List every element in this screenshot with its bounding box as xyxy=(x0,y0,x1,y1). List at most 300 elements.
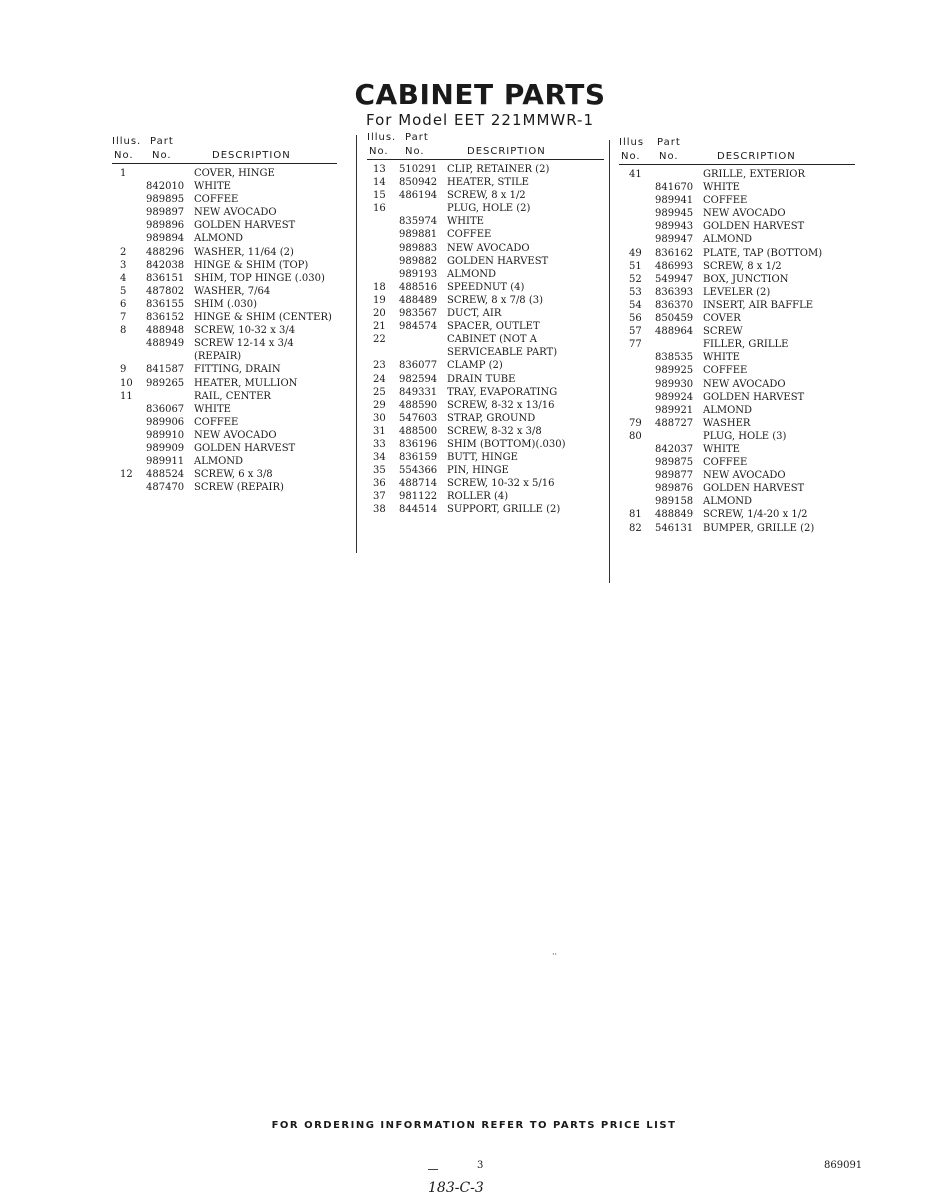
part-number: 989158 xyxy=(655,496,694,508)
part-row xyxy=(367,202,604,215)
column-header xyxy=(112,149,337,164)
part-description: GOLDEN HARVEST xyxy=(447,255,549,267)
part-description: SCREW 12-14 x 3/4 xyxy=(194,338,294,350)
part-description: COVER xyxy=(703,313,741,325)
illus-number: 10 xyxy=(120,377,133,389)
part-row xyxy=(367,503,604,516)
part-number: 989896 xyxy=(146,220,185,232)
part-row xyxy=(367,477,604,490)
header-illus: Illus. xyxy=(367,132,397,143)
illus-number: 24 xyxy=(373,373,386,385)
part-description: WHITE xyxy=(703,182,740,194)
part-number: 989910 xyxy=(146,429,185,441)
illus-number: 7 xyxy=(120,312,127,324)
header-part: Part xyxy=(657,137,681,148)
part-row xyxy=(619,233,855,246)
part-number: 989909 xyxy=(146,442,185,454)
illus-number: 19 xyxy=(373,294,386,306)
part-number: 850942 xyxy=(399,177,438,189)
part-description: CLIP, RETAINER (2) xyxy=(447,164,550,175)
illus-number: 29 xyxy=(373,399,386,411)
part-description: GOLDEN HARVEST xyxy=(703,391,805,403)
part-row xyxy=(112,180,337,193)
illus-number: 37 xyxy=(373,491,386,503)
illus-number: 5 xyxy=(120,285,127,297)
illus-number: 21 xyxy=(373,321,386,333)
part-row xyxy=(112,272,337,285)
part-description: ALMOND xyxy=(703,496,753,508)
part-description: FITTING, DRAIN xyxy=(194,364,281,376)
part-row xyxy=(367,242,604,255)
part-description: (REPAIR) xyxy=(194,351,242,363)
part-row xyxy=(619,391,855,404)
illus-number: 11 xyxy=(120,390,133,402)
part-row xyxy=(619,417,855,430)
part-description: SCREW, 8 x 1/2 xyxy=(703,260,782,272)
part-description: SCREW, 8 x 1/2 xyxy=(447,190,526,202)
part-row xyxy=(367,294,604,307)
part-row xyxy=(367,255,604,268)
illus-number: 23 xyxy=(373,360,386,372)
part-row xyxy=(367,438,604,451)
part-number: 488948 xyxy=(146,325,185,337)
part-row xyxy=(367,425,604,438)
part-number: 486194 xyxy=(399,190,438,202)
illus-number: 81 xyxy=(629,509,642,521)
part-description: WHITE xyxy=(703,352,740,364)
part-number: 989897 xyxy=(146,207,185,219)
illus-number: 20 xyxy=(373,308,386,320)
header-part: Part xyxy=(150,136,174,147)
part-row xyxy=(367,215,604,228)
part-row xyxy=(619,469,855,482)
part-row xyxy=(112,468,337,481)
part-row xyxy=(367,268,604,281)
part-description: SCREW, 6 x 3/8 xyxy=(194,469,273,481)
part-description: GOLDEN HARVEST xyxy=(703,483,805,495)
part-row xyxy=(619,378,855,391)
part-description: SCREW (REPAIR) xyxy=(194,482,284,494)
part-row xyxy=(619,286,855,299)
part-description: SCREW xyxy=(703,326,743,338)
part-row xyxy=(112,285,337,298)
part-number: 989945 xyxy=(655,208,694,220)
part-row xyxy=(619,482,855,495)
part-row xyxy=(619,168,855,181)
part-description: PLUG, HOLE (2) xyxy=(447,203,531,215)
part-row xyxy=(112,259,337,272)
illus-number: 12 xyxy=(120,469,133,481)
part-number: 836155 xyxy=(146,298,185,310)
part-number: 488727 xyxy=(655,417,694,429)
header-illus-no: No. xyxy=(621,151,641,162)
page-title: CABINET PARTS xyxy=(354,78,606,111)
part-row xyxy=(619,456,855,469)
column-header-top xyxy=(619,136,855,150)
document-number: 869091 xyxy=(824,1160,863,1171)
illus-number: 33 xyxy=(373,438,386,450)
part-row xyxy=(619,273,855,286)
illus-number: 82 xyxy=(629,522,642,534)
column-divider xyxy=(609,140,610,583)
illus-number: 14 xyxy=(373,177,386,189)
part-description: COFFEE xyxy=(194,194,239,206)
part-description: WASHER, 11/64 (2) xyxy=(194,246,294,258)
part-number: 989943 xyxy=(655,221,694,233)
illus-number: 35 xyxy=(373,465,386,477)
part-number: 836370 xyxy=(655,299,694,311)
column-header xyxy=(619,150,855,165)
header-description: DESCRIPTION xyxy=(467,146,546,157)
illus-number: 30 xyxy=(373,412,386,424)
part-row xyxy=(112,377,337,390)
part-number: 989882 xyxy=(399,255,438,267)
part-description: ALMOND xyxy=(194,456,244,468)
part-row xyxy=(112,311,337,324)
column-header xyxy=(367,145,604,160)
part-row xyxy=(619,312,855,325)
part-row xyxy=(112,350,337,363)
part-number: 989894 xyxy=(146,233,185,245)
part-row xyxy=(619,207,855,220)
part-description: WHITE xyxy=(194,181,231,193)
parts-column-2 xyxy=(367,131,604,517)
part-number: 842038 xyxy=(146,259,185,271)
part-description: RAIL, CENTER xyxy=(194,390,271,402)
illus-number: 4 xyxy=(120,272,127,284)
illus-number: 18 xyxy=(373,281,386,293)
part-description: ALMOND xyxy=(194,233,244,245)
part-description: COFFEE xyxy=(703,457,748,469)
part-description: ALMOND xyxy=(703,404,753,416)
illus-number: 9 xyxy=(120,364,127,376)
part-number: 842010 xyxy=(146,181,185,193)
part-description: NEW AVOCADO xyxy=(703,208,786,220)
part-description: FILLER, GRILLE xyxy=(703,339,789,351)
scan-speck: ·· xyxy=(552,950,558,959)
illus-number: 52 xyxy=(629,273,642,285)
part-description: ALMOND xyxy=(447,268,497,280)
illus-number: 1 xyxy=(120,168,127,179)
part-number: 989895 xyxy=(146,194,185,206)
illus-number: 8 xyxy=(120,325,127,337)
illus-number: 36 xyxy=(373,478,386,490)
part-description: TRAY, EVAPORATING xyxy=(447,386,558,398)
part-description: NEW AVOCADO xyxy=(194,207,277,219)
part-description: WHITE xyxy=(194,403,231,415)
column-divider xyxy=(356,135,357,553)
part-description: SUPPORT, GRILLE (2) xyxy=(447,504,561,516)
part-number: 488500 xyxy=(399,425,438,437)
part-number: 838535 xyxy=(655,352,694,364)
part-number: 842037 xyxy=(655,443,694,455)
part-description: GOLDEN HARVEST xyxy=(194,442,296,454)
parts-column-1 xyxy=(112,135,337,494)
part-number: 488590 xyxy=(399,399,438,411)
part-row xyxy=(619,443,855,456)
part-number: 488714 xyxy=(399,478,438,490)
part-row xyxy=(619,194,855,207)
part-number: 989883 xyxy=(399,242,438,254)
part-description: SHIM, TOP HINGE (.030) xyxy=(194,272,325,284)
header-illus: Illus xyxy=(619,137,645,148)
page-number: 3 xyxy=(477,1160,484,1171)
part-description: ROLLER (4) xyxy=(447,491,509,503)
part-number: 981122 xyxy=(399,491,438,503)
illus-number: 41 xyxy=(629,169,642,180)
part-description: INSERT, AIR BAFFLE xyxy=(703,299,814,311)
part-description: WASHER xyxy=(703,417,751,429)
part-row xyxy=(619,247,855,260)
part-row xyxy=(619,325,855,338)
illus-number: 31 xyxy=(373,425,386,437)
part-description: BUMPER, GRILLE (2) xyxy=(703,522,815,534)
illus-number: 6 xyxy=(120,298,127,310)
part-number: 989925 xyxy=(655,365,694,377)
part-description: NEW AVOCADO xyxy=(194,429,277,441)
part-row xyxy=(367,346,604,359)
part-number: 488516 xyxy=(399,281,438,293)
part-number: 989924 xyxy=(655,391,694,403)
part-number: 835974 xyxy=(399,216,438,228)
part-number: 547603 xyxy=(399,412,438,424)
part-description: GOLDEN HARVEST xyxy=(703,221,805,233)
illus-number: 77 xyxy=(629,339,642,351)
part-number: 486993 xyxy=(655,260,694,272)
part-number: 984574 xyxy=(399,321,438,333)
part-description: SHIM (.030) xyxy=(194,298,258,310)
part-description: GOLDEN HARVEST xyxy=(194,220,296,232)
illus-number: 2 xyxy=(120,246,127,258)
part-number: 989906 xyxy=(146,416,185,428)
part-row xyxy=(367,373,604,386)
part-description: HEATER, MULLION xyxy=(194,377,298,389)
part-number: 989875 xyxy=(655,457,694,469)
part-row xyxy=(367,333,604,346)
part-number: 488849 xyxy=(655,509,694,521)
part-number: 488489 xyxy=(399,294,438,306)
part-number: 488964 xyxy=(655,326,694,338)
part-number: 850459 xyxy=(655,313,694,325)
illus-number: 51 xyxy=(629,260,642,272)
part-number: 836159 xyxy=(399,452,438,464)
part-description: HINGE & SHIM (CENTER) xyxy=(194,312,332,324)
part-number: 487802 xyxy=(146,285,185,297)
part-description: COFFEE xyxy=(194,416,239,428)
header-part-no: No. xyxy=(405,146,425,157)
part-description: SCREW, 8-32 x 3/8 xyxy=(447,425,542,437)
part-number: 488524 xyxy=(146,469,185,481)
part-description: LEVELER (2) xyxy=(703,286,771,298)
part-number: 989265 xyxy=(146,377,185,389)
part-description: ALMOND xyxy=(703,234,753,246)
illus-number: 16 xyxy=(373,203,386,215)
part-number: 989911 xyxy=(146,456,185,468)
part-row xyxy=(367,399,604,412)
illus-number: 13 xyxy=(373,164,386,175)
ordering-note: FOR ORDERING INFORMATION REFER TO PARTS PRICE LIST xyxy=(271,1120,677,1131)
illus-number: 38 xyxy=(373,504,386,516)
header-part-no: No. xyxy=(152,150,172,161)
header-description: DESCRIPTION xyxy=(717,151,796,162)
illus-number: 56 xyxy=(629,313,642,325)
part-description: COFFEE xyxy=(703,365,748,377)
part-number: 844514 xyxy=(399,504,438,516)
part-row xyxy=(619,181,855,194)
part-description: SERVICEABLE PART) xyxy=(447,347,558,359)
header-illus-no: No. xyxy=(114,150,134,161)
part-row xyxy=(112,246,337,259)
part-description: HINGE & SHIM (TOP) xyxy=(194,259,309,271)
part-description: CABINET (NOT A xyxy=(447,334,537,346)
model-subtitle: For Model EET 221MMWR-1 xyxy=(365,111,594,129)
part-row xyxy=(367,464,604,477)
part-number: 989193 xyxy=(399,268,438,280)
illus-number: 80 xyxy=(629,430,642,442)
illus-number: 3 xyxy=(120,259,127,271)
part-row xyxy=(619,364,855,377)
part-row xyxy=(112,363,337,376)
header-description: DESCRIPTION xyxy=(212,150,291,161)
part-row xyxy=(112,429,337,442)
part-number: 546131 xyxy=(655,522,694,534)
part-number: 983567 xyxy=(399,308,438,320)
illus-number: 15 xyxy=(373,190,386,202)
part-description: BOX, JUNCTION xyxy=(703,273,789,285)
part-row xyxy=(112,403,337,416)
part-row xyxy=(112,416,337,429)
part-row xyxy=(112,390,337,403)
parts-column-3 xyxy=(619,136,855,535)
part-description: CLAMP (2) xyxy=(447,360,503,372)
part-row xyxy=(112,324,337,337)
part-description: PLATE, TAP (BOTTOM) xyxy=(703,247,823,259)
part-description: SCREW, 8-32 x 13/16 xyxy=(447,399,555,411)
part-description: STRAP, GROUND xyxy=(447,412,536,424)
part-row xyxy=(619,404,855,417)
handwritten-note: 183-C-3 xyxy=(428,1180,484,1196)
part-description: SCREW, 8 x 7/8 (3) xyxy=(447,294,544,306)
part-row xyxy=(619,522,855,535)
part-row xyxy=(112,206,337,219)
part-description: SPEEDNUT (4) xyxy=(447,281,525,293)
part-number: 989881 xyxy=(399,229,438,241)
part-row xyxy=(367,451,604,464)
part-row xyxy=(367,281,604,294)
part-row xyxy=(112,442,337,455)
column-header-top xyxy=(112,135,337,149)
part-number: 836152 xyxy=(146,312,185,324)
part-description: HEATER, STILE xyxy=(447,177,529,189)
part-number: 836077 xyxy=(399,360,438,372)
part-description: COFFEE xyxy=(703,195,748,207)
part-description: NEW AVOCADO xyxy=(703,470,786,482)
part-row xyxy=(619,338,855,351)
part-number: 989930 xyxy=(655,378,694,390)
header-illus-no: No. xyxy=(369,146,389,157)
part-row xyxy=(112,298,337,311)
part-row xyxy=(619,508,855,521)
part-row xyxy=(112,455,337,468)
part-row xyxy=(619,351,855,364)
part-row xyxy=(367,320,604,333)
part-number: 841670 xyxy=(655,182,694,194)
part-row xyxy=(367,307,604,320)
part-number: 554366 xyxy=(399,465,438,477)
part-row xyxy=(367,228,604,241)
part-number: 989947 xyxy=(655,234,694,246)
part-number: 836067 xyxy=(146,403,185,415)
part-description: SCREW, 1/4-20 x 1/2 xyxy=(703,509,808,521)
illus-number: 22 xyxy=(373,334,386,346)
part-number: 841587 xyxy=(146,364,185,376)
part-row xyxy=(367,176,604,189)
part-row xyxy=(367,490,604,503)
part-row xyxy=(619,495,855,508)
illus-number: 54 xyxy=(629,299,642,311)
part-row xyxy=(367,163,604,176)
part-number: 488296 xyxy=(146,246,185,258)
header-part-no: No. xyxy=(659,151,679,162)
part-number: 989877 xyxy=(655,470,694,482)
illus-number: 53 xyxy=(629,286,642,298)
part-number: 487470 xyxy=(146,482,185,494)
part-description: WHITE xyxy=(447,216,484,228)
part-row xyxy=(112,232,337,245)
part-description: COVER, HINGE xyxy=(194,168,275,179)
part-description: PLUG, HOLE (3) xyxy=(703,430,787,442)
illus-number: 25 xyxy=(373,386,386,398)
part-row xyxy=(367,359,604,372)
part-description: SCREW, 10-32 x 5/16 xyxy=(447,478,555,490)
part-number: 989941 xyxy=(655,195,694,207)
part-number: 510291 xyxy=(399,164,438,175)
part-description: NEW AVOCADO xyxy=(447,242,530,254)
part-row xyxy=(619,260,855,273)
part-number: 836393 xyxy=(655,286,694,298)
part-row xyxy=(112,481,337,494)
part-number: 849331 xyxy=(399,386,438,398)
part-row xyxy=(619,430,855,443)
part-description: SPACER, OUTLET xyxy=(447,321,540,333)
part-description: BUTT, HINGE xyxy=(447,452,518,464)
illus-number: 34 xyxy=(373,452,386,464)
part-row xyxy=(112,193,337,206)
part-row xyxy=(367,189,604,202)
part-description: WASHER, 7/64 xyxy=(194,285,271,297)
part-description: COFFEE xyxy=(447,229,492,241)
part-description: DUCT, AIR xyxy=(447,308,502,320)
part-number: 982594 xyxy=(399,373,438,385)
part-number: 989876 xyxy=(655,483,694,495)
header-illus: Illus. xyxy=(112,136,142,147)
part-number: 836151 xyxy=(146,272,185,284)
part-description: SHIM (BOTTOM)(.030) xyxy=(447,438,566,450)
part-row xyxy=(367,412,604,425)
part-description: GRILLE, EXTERIOR xyxy=(703,169,806,180)
part-row xyxy=(112,337,337,350)
part-row xyxy=(112,167,337,180)
part-description: DRAIN TUBE xyxy=(447,373,516,385)
header-part: Part xyxy=(405,132,429,143)
part-description: NEW AVOCADO xyxy=(703,378,786,390)
part-number: 836162 xyxy=(655,247,694,259)
part-description: WHITE xyxy=(703,443,740,455)
dash-mark xyxy=(428,1169,438,1170)
illus-number: 49 xyxy=(629,247,642,259)
part-number: 488949 xyxy=(146,338,185,350)
part-description: PIN, HINGE xyxy=(447,465,509,477)
